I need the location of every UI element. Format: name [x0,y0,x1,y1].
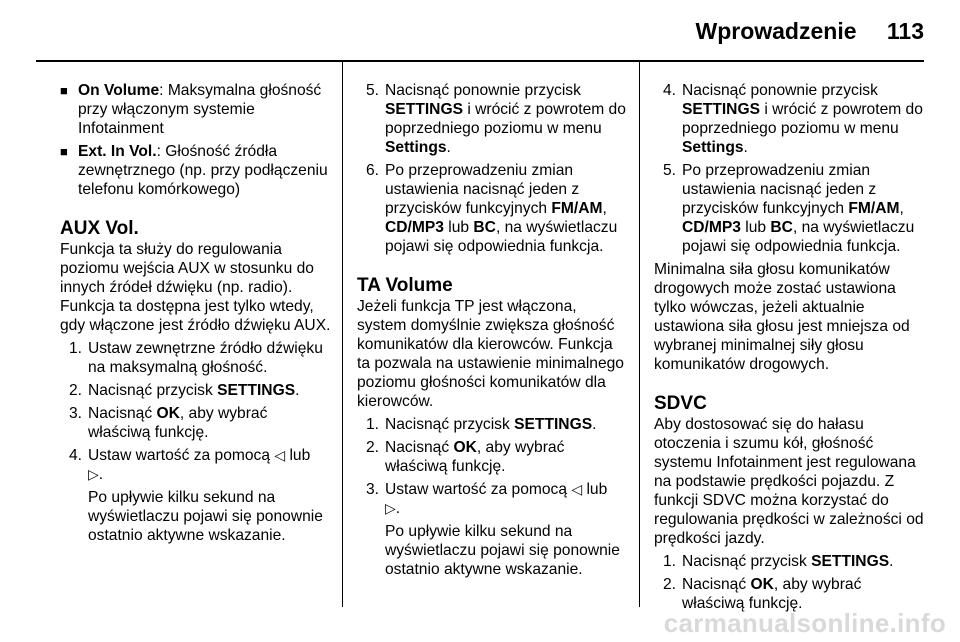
step-item [654,81,926,157]
button-name: FM/AM [551,200,603,217]
bullet-term: On Volume [78,82,160,99]
page-header [695,11,924,51]
section-heading: SDVC [654,393,707,414]
button-name: BC [770,219,793,236]
step-number: 2. [365,439,379,456]
step-text: lub [582,481,608,498]
step-item [60,339,332,377]
button-name: BC [473,219,496,236]
step-item [357,438,629,476]
step-text: Po przeprowadzeniu zmian ustawienia nacisnąć jeden z przycisków funkcyjnych [385,162,580,217]
step-number: 2. [68,382,82,399]
bullet-desc: : Głośność źródła zewnętrznego (np. przy podłączeniu telefonu komórkowego) [78,143,328,198]
step-text: . [743,139,748,156]
step-item [654,552,926,571]
bullet-term: Ext. In Vol. [78,143,157,160]
step-item [357,480,629,518]
step-text: , aby wybrać właściwą funkcję. [682,576,862,612]
step-text: Ustaw wartość za pomocą [385,481,572,498]
step-item [60,381,332,400]
paragraph: Aby dostosować się do hałasu otoczenia i szumu kół, głośność systemu Infotainment jest regulowana na podstawie prędkości pojazdu. Z funkcji SDVC można korzystać do regulowania prędkości w zależności od prędkości jazdy. [654,416,924,547]
square-bullet-icon: ■ [60,144,68,159]
button-name: OK [156,405,180,422]
step-text: . [98,466,104,483]
paragraph: Minimalna siła głosu komunikatów drogowych może zostać ustawiona tylko wówczas, jeżeli aktualnie ustawiona siła głosu jest mniejsza od wybranej minimalnej siły głosu komunikatów drogowych. [654,261,910,373]
step-text: . [889,553,894,570]
step-text: , na wyświetlaczu pojawi się odpowiednia funkcja. [682,219,915,255]
step-text: i wrócić z powrotem do poprzedniego poziomu w menu [385,101,626,137]
step-text: . [592,416,597,433]
step-number: 2. [662,576,676,593]
step-number: 6. [365,162,379,179]
column-divider-1 [342,62,343,607]
paragraph: Funkcja ta służy do regulowania poziomu wejścia AUX w stosunku do innych źródeł dźwięku (np. radio). Funkcja ta dostępna jest tylko wtedy, gdy włączone jest źródło dźwięku AUX. [60,241,331,334]
step-text: i wrócić z powrotem do poprzedniego poziomu w menu [682,101,923,137]
step-text: Nacisnąć przycisk [682,553,812,570]
header-rule [36,60,924,62]
section-title: Wprowadzenie [695,18,857,44]
step-number: 4. [662,82,676,99]
column-3 [654,81,926,613]
step-text: Po przeprowadzeniu zmian ustawienia nacisnąć jeden z przycisków funkcyjnych [682,162,877,217]
button-name: FM/AM [848,200,900,217]
menu-name: Settings [682,139,744,156]
step-item [60,404,332,442]
step-text: Nacisnąć [682,576,751,593]
step-text: Nacisnąć [88,405,157,422]
step-number: 3. [365,481,379,498]
step-note: Po upływie kilku sekund na wyświetlaczu pojawi się ponownie ostatnio aktywne wskazanie. [385,523,620,578]
step-text: Nacisnąć [385,439,454,456]
step-number: 3. [68,405,82,422]
step-text: lub [285,447,311,464]
step-item [60,446,332,484]
bullet-desc: : Maksymalna głośność przy włączonym systemie Infotainment [78,82,322,137]
step-text: lub [740,219,771,236]
step-number: 5. [365,82,379,99]
section-heading: AUX Vol. [60,218,139,239]
step-item [357,81,629,157]
button-name: SETTINGS [514,416,593,433]
step-item [357,161,629,256]
menu-name: Settings [385,139,447,156]
column-2 [357,81,629,579]
bullet-item [60,142,332,199]
step-text: Nacisnąć ponownie przycisk [682,82,878,99]
button-name: SETTINGS [811,553,890,570]
step-text: , [602,200,607,217]
step-number: 5. [662,162,676,179]
column-divider-2 [639,62,640,607]
step-number: 4. [68,447,82,464]
section-heading: TA Volume [357,275,453,296]
step-text: , aby wybrać właściwą funkcję. [88,405,268,441]
button-name: CD/MP3 [682,219,741,236]
step-text: Nacisnąć przycisk [88,382,218,399]
step-text: . [446,139,451,156]
button-name: OK [750,576,774,593]
page-number: 113 [886,18,924,44]
step-text: lub [443,219,474,236]
step-text: . [295,382,300,399]
bullet-item [60,81,332,138]
step-text: , na wyświetlaczu pojawi się odpowiednia funkcja. [385,219,618,255]
step-item [357,415,629,434]
paragraph: Jeżeli funkcja TP jest włączona, system domyślnie zwiększa głośność komunikatów dla kierowców. Funkcja ta pozwala na ustawienie minimalnego poziomu głośności komunikatów dla kierowców. [357,298,624,410]
square-bullet-icon: ■ [60,83,68,98]
right-triangle-arrow-icon: ▷ [88,466,99,482]
step-text: Ustaw zewnętrzne źródło dźwięku na maksymalną głośność. [88,340,323,376]
button-name: SETTINGS [385,101,463,118]
step-item [654,161,926,256]
step-number: 1. [365,416,379,433]
left-triangle-arrow-icon: ◁ [571,481,583,497]
step-text: . [395,500,401,517]
step-number: 1. [68,340,82,357]
watermark: carmanualsonline.info [663,608,946,638]
button-name: SETTINGS [682,101,760,118]
step-text: , aby wybrać właściwą funkcję. [385,439,565,475]
button-name: CD/MP3 [385,219,444,236]
step-text: Ustaw wartość za pomocą [88,447,275,464]
column-1 [60,81,332,545]
button-name: SETTINGS [217,382,296,399]
step-number: 1. [662,553,676,570]
step-text: , [899,200,904,217]
right-triangle-arrow-icon: ▷ [385,500,396,516]
step-text: Nacisnąć ponownie przycisk [385,82,581,99]
step-text: Nacisnąć przycisk [385,416,515,433]
step-note: Po upływie kilku sekund na wyświetlaczu pojawi się ponownie ostatnio aktywne wskazanie. [88,489,323,544]
left-triangle-arrow-icon: ◁ [274,447,286,463]
button-name: OK [453,439,477,456]
